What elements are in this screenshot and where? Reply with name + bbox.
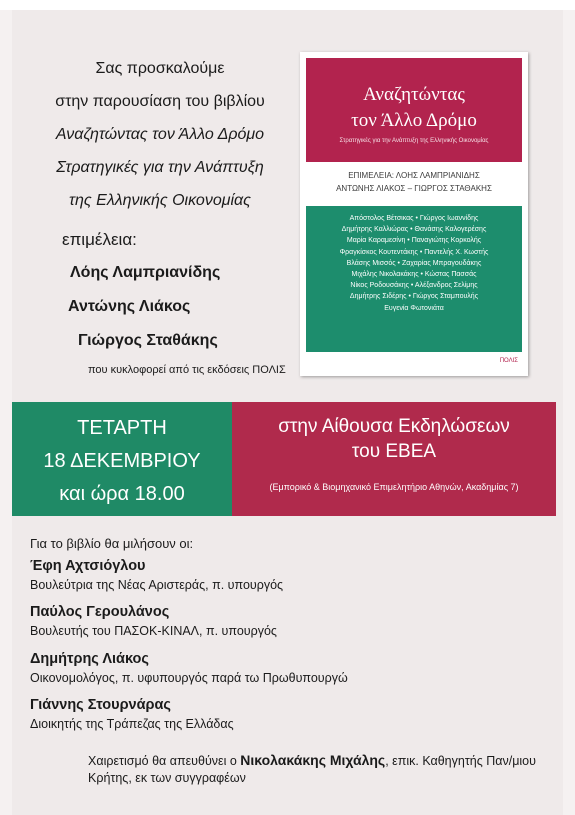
book-subtitle-line: Στρατηγικές για την Ανάπτυξη (56, 159, 264, 176)
event-day: ΤΕΤΑΡΤΗ (77, 417, 167, 439)
invitation-text (30, 52, 290, 217)
book-title-line: Αναζητώντας τον Άλλο Δρόμο (55, 126, 265, 143)
book-cover-editors (306, 169, 522, 195)
book-cover-editors-line: ΕΠΙΜΕΛΕΙΑ: ΛΟΗΣ ΛΑΜΠΡΙΑΝΙΔΗΣ (348, 171, 480, 180)
book-cover-title (306, 82, 522, 134)
speaker-name: Γιάννης Στουρνάρας (30, 697, 171, 713)
editors-label: επιμέλεια: (62, 230, 137, 249)
event-venue (232, 414, 556, 464)
editor-name: Αντώνης Λιάκος (68, 298, 191, 315)
invitation-line: στην παρουσίαση του βιβλίου (55, 93, 265, 110)
speaker-role: Βουλευτής του ΠΑΣΟΚ-ΚΙΝΑΛ, π. υπουργός (30, 624, 277, 638)
speaker-name: Έφη Αχτσιόγλου (30, 558, 146, 574)
book-author-line: Μιχάλης Νικολακάκης • Κώστας Πασσάς (351, 271, 477, 279)
editors-list (62, 256, 220, 358)
editor-name: Γιώργος Σταθάκης (78, 332, 218, 349)
book-cover-title-line: Αναζητώντας (363, 84, 465, 105)
event-time: και ώρα 18.00 (59, 483, 185, 505)
book-cover-subtitle: Στρατηγικές για την Ανάπτυξη της Ελληνικής Οικονομίας (339, 138, 489, 144)
speaker-role: Οικονομολόγος, π. υφυπουργός παρά τω Πρωθυπουργώ (30, 671, 348, 685)
book-cover-authors (306, 213, 522, 314)
greeting-suffix: , επικ. Καθηγητής Παν/μιου Κρήτης, εκ των συγγραφέων (88, 754, 536, 785)
book-publisher-logo: ΠΟΛΙΣ (499, 358, 518, 364)
book-author-line: Δημήτρης Σιδέρης • Γιώργος Σταμπουλής (349, 293, 479, 301)
book-authors-box (306, 206, 522, 352)
book-author-line: Βλάσης Μισσός • Ζαχαρίας Μπραγουδάκης (346, 259, 482, 267)
book-subtitle-line: της Ελληνικής Οικονομίας (69, 192, 251, 209)
event-date-text: 18 ΔΕΚΕΜΒΡΙΟΥ (43, 450, 201, 472)
speaker (30, 558, 283, 592)
venue-address: (Εμπορικό & Βιομηχανικό Επιμελητήριο Αθηνών, Ακαδημίας 7) (269, 482, 519, 492)
speaker (30, 697, 234, 731)
book-title-box (306, 58, 522, 162)
book-cover-title-line: τον Άλλο Δρόμο (351, 110, 477, 131)
speaker-name: Δημήτρης Λιάκος (30, 651, 149, 667)
venue-box (232, 402, 556, 516)
book-author-line: Δημήτρης Καλλιώρας • Θανάσης Καλογερέσης (341, 226, 487, 234)
book-author-line: Φραγκίσκος Κουτεντάκης • Παντελής Χ. Κωστής (339, 248, 489, 256)
venue-line: στην Αίθουσα Εκδηλώσεων (278, 416, 510, 437)
event-date (12, 412, 232, 511)
publisher-note: που κυκλοφορεί από τις εκδόσεις ΠΟΛΙΣ (88, 364, 286, 376)
greeting-name: Νικολακάκης Μιχάλης (240, 752, 386, 768)
speaker (30, 651, 348, 685)
greeting-prefix: Χαιρετισμό θα απευθύνει ο (88, 754, 241, 768)
editor-name: Λόης Λαμπριανίδης (70, 264, 221, 281)
book-cover-editors-line: ΑΝΤΩΝΗΣ ΛΙΑΚΟΣ – ΓΙΩΡΓΟΣ ΣΤΑΘΑΚΗΣ (336, 184, 492, 193)
speaker-name: Παύλος Γερουλάνος (30, 604, 170, 620)
speaker-role: Διοικητής της Τράπεζας της Ελλάδας (30, 717, 234, 731)
book-cover (300, 52, 528, 376)
date-box (12, 402, 232, 516)
book-author-line: Απόστολος Βέτσικας • Γιώργος Ιωαννίδης (349, 215, 479, 222)
speaker (30, 604, 277, 638)
book-author-line: Νίκος Ροδουσάκης • Αλέξανδρος Σελίμης (350, 282, 478, 290)
book-author-line: Μαρία Καραμεσίνη • Παναγιώτης Κορκολής (346, 237, 482, 245)
invitation-line: Σας προσκαλούμε (95, 60, 225, 77)
top-strip (0, 0, 575, 10)
venue-line: του ΕΒΕΑ (351, 441, 437, 462)
speakers-intro: Για το βιβλίο θα μιλήσουν οι: (30, 536, 194, 551)
speaker-role: Βουλεύτρια της Νέας Αριστεράς, π. υπουργός (30, 578, 284, 592)
greeting-text (88, 752, 548, 787)
book-author-line: Ευγενία Φωτονιάτα (384, 304, 444, 312)
